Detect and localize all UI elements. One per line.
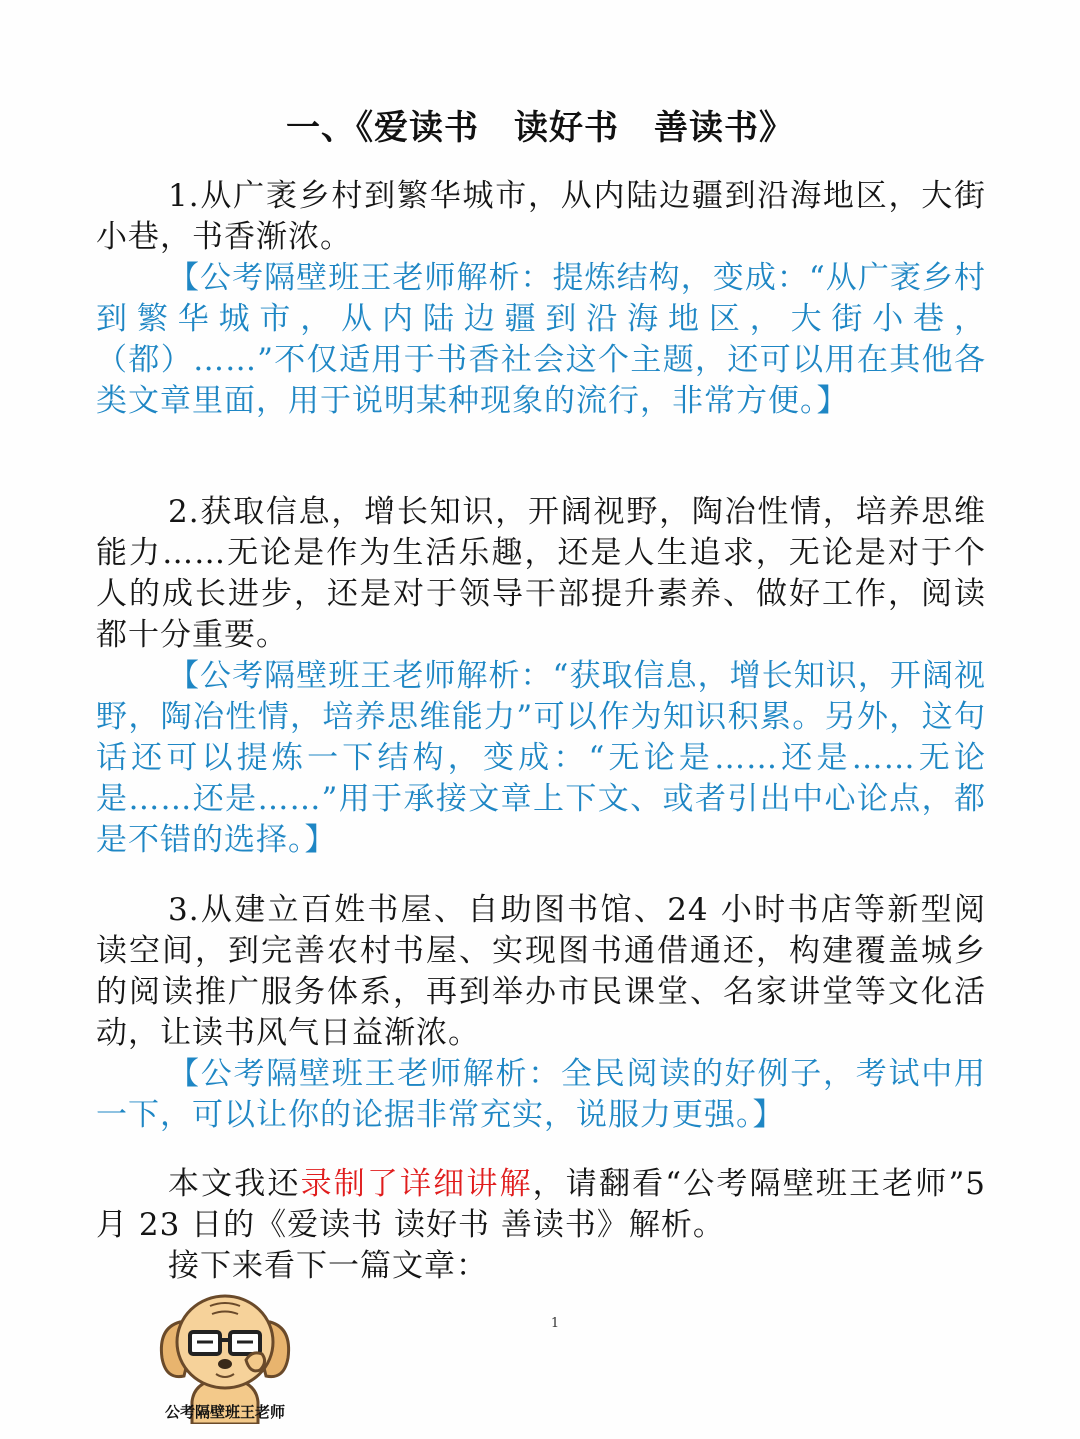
analysis-3: 【公考隔壁班王老师解析：全民阅读的好例子，考试中用一下，可以让你的论据非常充实，说服力更强。】 xyxy=(96,1056,986,1133)
page-title: 一、《爱读书 读好书 善读书》 xyxy=(286,108,794,148)
closing-paragraph xyxy=(96,1164,986,1246)
closing-highlight: 录制了详细讲解 xyxy=(300,1166,533,1202)
closing-prefix: 本文我还 xyxy=(168,1166,301,1202)
paragraph-1: 1.从广袤乡村到繁华城市，从内陆边疆到沿海地区，大街小巷，书香渐浓。 xyxy=(96,178,986,255)
page-number: 1 xyxy=(550,1316,560,1331)
paragraph-3: 3.从建立百姓书屋、自助图书馆、24 小时书店等新型阅读空间，到完善农村书屋、实现图书通借通还，构建覆盖城乡的阅读推广服务体系，再到举办市民课堂、名家讲堂等文化活动，让读书风气日益渐浓。 xyxy=(96,892,986,1051)
paragraph-2: 2.获取信息，增长知识，开阔视野，陶冶性情，培养思维能力……无论是作为生活乐趣，还是人生追求，无论是对于个人的成长进步，还是对于领导干部提升素养、做好工作，阅读都十分重要。 xyxy=(96,494,986,653)
closing-suffix: ，请翻看“公考隔壁班王老师”5 月 23 日的《爱读书 读好书 善读书》解析。 xyxy=(96,1166,987,1243)
analysis-2: 【公考隔壁班王老师解析：“获取信息，增长知识，开阔视野，陶冶性情，培养思维能力”可以作为知识积累。另外，这句话还可以提炼一下结构，变成：“无论是……还是……无论是……还是……”用于承接文章上下文、或者引出中心论点，都是不错的选择。】 xyxy=(96,658,986,858)
next-article-line: 接下来看下一篇文章： xyxy=(168,1248,488,1284)
logo-caption: 公考隔壁班王老师 xyxy=(164,1403,285,1421)
analysis-1: 【公考隔壁班王老师解析：提炼结构，变成：“从广袤乡村到繁华城市，从内陆边疆到沿海地区，大街小巷，（都）……”不仅适用于书香社会这个主题，还可以用在其他各类文章里面，用于说明某种现象的流行，非常方便。】 xyxy=(96,260,986,419)
